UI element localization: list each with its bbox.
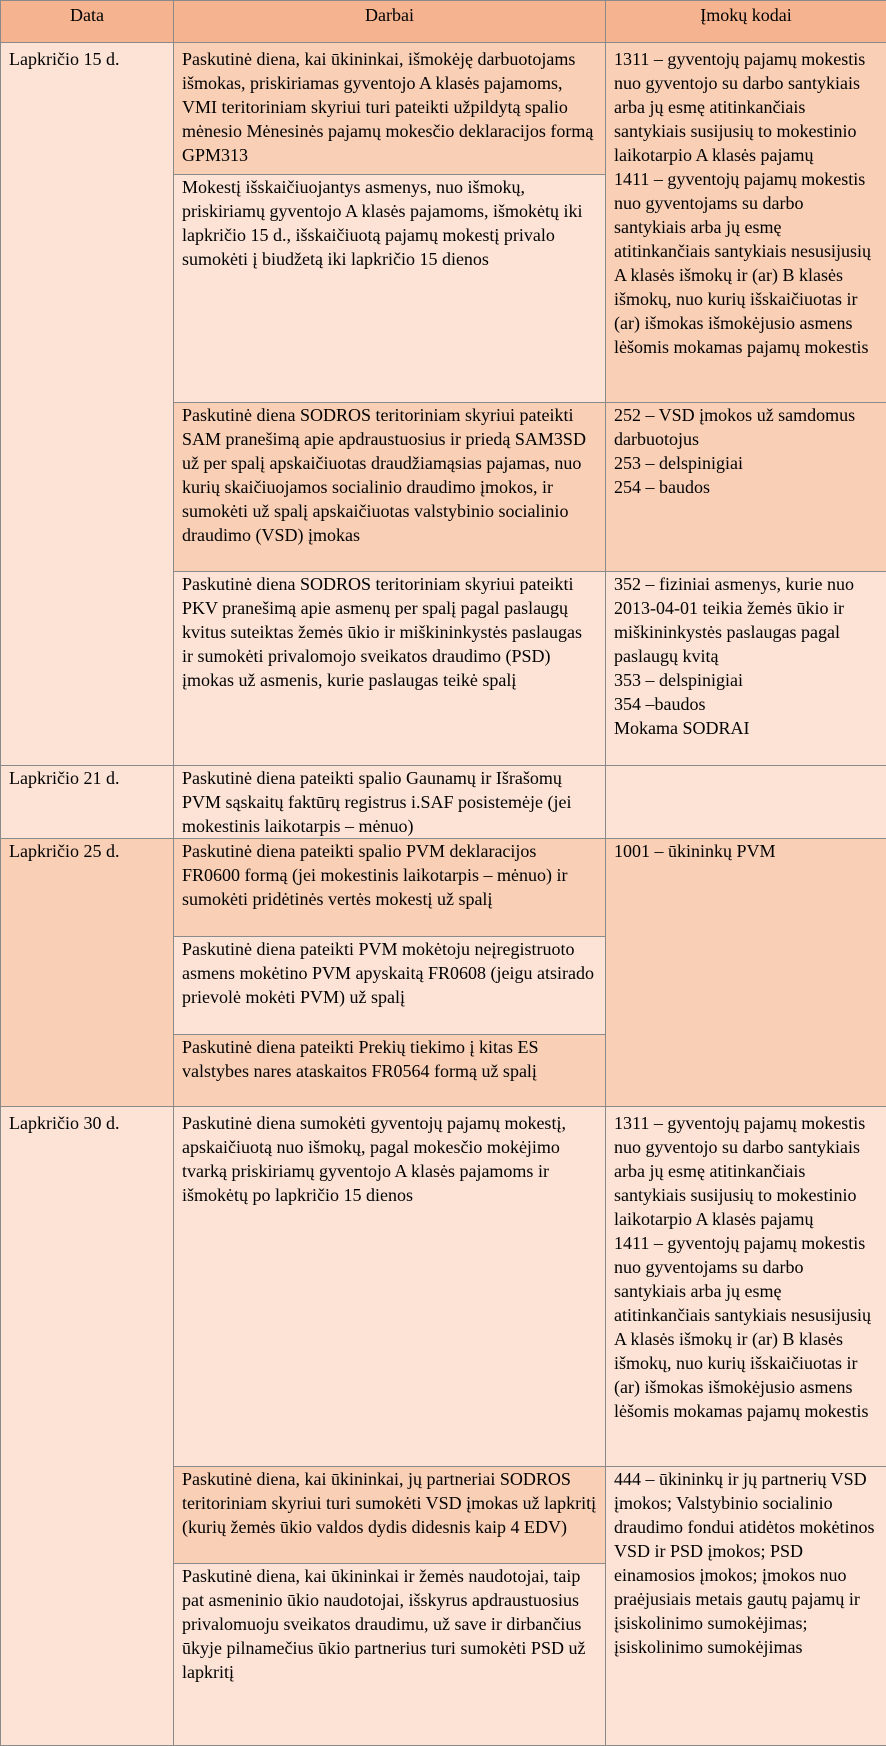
work-cell: Paskutinė diena, kai ūkininkai, jų partneriai SODROS teritoriniam skyriui turi sumokėti VSD įmokas už lapkritį (kurių žemės ūkio valdos dydis didesnis kaip 4 EDV) [174,1467,606,1564]
work-cell: Paskutinė diena sumokėti gyventojų pajamų mokestį, apskaičiuotą nuo išmokų, pagal mokesčio mokėjimo tvarką priskiriamų gyventojo A klasės pajamoms ir išmokėtų po lapkričio 15 dienos [174,1107,606,1467]
header-codes: Įmokų kodai [606,1,886,43]
work-cell: Mokestį išskaičiuojantys asmenys, nuo išmokų, priskiriamų gyventojo A klasės pajamoms, išmokėtų iki lapkričio 15 d., išskaičiuotą pajamų mokestį privalo sumokėti į biudžetą iki lapkričio 15 dienos [174,175,606,403]
header-date: Data [1,1,174,43]
codes-cell: 252 – VSD įmokos už samdomus darbuotojus 253 – delspinigiai 254 – baudos [606,403,886,572]
date-cell: Lapkričio 15 d. [1,43,174,766]
work-cell: Paskutinė diena SODROS teritoriniam skyriui pateikti SAM pranešimą apie apdraustuosius ir priedą SAM3SD už per spalį apskaičiuotas draudžiamąsias pajamas, nuo kurių skaičiuojamos socialinio draudimo įmokos, ir sumokėti už spalį apskaičiuotas valstybinio socialinio draudimo (VSD) įmokas [174,403,606,572]
date-cell: Lapkričio 21 d. [1,766,174,839]
codes-cell: 1001 – ūkininkų PVM [606,839,886,1107]
work-cell: Paskutinė diena pateikti PVM mokėtoju neįregistruoto asmens mokėtino PVM apyskaitą FR0608 (jeigu atsirado prievolė mokėti PVM) už spalį [174,937,606,1035]
codes-cell: 1311 – gyventojų pajamų mokestis nuo gyventojo su darbo santykiais arba jų esmę atitinkančiais santykiais susijusių to mokestinio laikotarpio A klasės pajamų 1411 – gyventojų pajamų mokestis nuo gyventojams su darbo santykiais arba jų esmę atitinkančiais santykiais nesusijusių A klasės išmokų ir (ar) B klasės išmokų, nuo kurių išskaičiuotas ir (ar) išmokas išmokėjusio asmens lėšomis mokamas pajamų mokestis [606,1107,886,1467]
table-row [1,839,886,937]
work-cell: Paskutinė diena, kai ūkininkai, išmokėję darbuotojams išmokas, priskiriamas gyventojo A klasės pajamoms, VMI teritoriniam skyriui turi pateikti užpildytą spalio mėnesio Mėnesinės pajamų mokesčio deklaracijos formą GPM313 [174,43,606,175]
table-row [1,43,886,175]
date-cell: Lapkričio 30 d. [1,1107,174,1746]
codes-cell [606,766,886,839]
table-row [1,1107,886,1467]
work-cell: Paskutinė diena SODROS teritoriniam skyriui pateikti PKV pranešimą apie asmenų per spalį pagal paslaugų kvitus suteiktas žemės ūkio ir miškininkystės paslaugas ir sumokėti privalomojo sveikatos draudimo (PSD) įmokas už asmenis, kurie paslaugas teikė spalį [174,572,606,766]
work-cell: Paskutinė diena pateikti spalio Gaunamų ir Išrašomų PVM sąskaitų faktūrų registrus i.SAF posistemėje (jei mokestinis laikotarpis – mėnuo) [174,766,606,839]
codes-cell: 352 – fiziniai asmenys, kurie nuo 2013-04-01 teikia žemės ūkio ir miškininkystės paslaugas pagal paslaugų kvitą 353 – delspinigiai 354 –baudos Mokama SODRAI [606,572,886,766]
table-header-row [1,1,886,43]
table-row [1,766,886,839]
work-cell: Paskutinė diena pateikti spalio PVM deklaracijos FR0600 formą (jei mokestinis laikotarpis – mėnuo) ir sumokėti pridėtinės vertės mokestį už spalį [174,839,606,937]
work-cell: Paskutinė diena pateikti Prekių tiekimo į kitas ES valstybes nares ataskaitos FR0564 formą už spalį [174,1035,606,1107]
work-cell: Paskutinė diena, kai ūkininkai ir žemės naudotojai, taip pat asmeninio ūkio naudotojai, išskyrus apdraustuosius privalomuoju sveikatos draudimu, už save ir dirbančius ūkyje pilnamečius ūkio partnerius turi sumokėti PSD už lapkritį [174,1564,606,1746]
date-cell: Lapkričio 25 d. [1,839,174,1107]
codes-cell: 444 – ūkininkų ir jų partnerių VSD įmokos; Valstybinio socialinio draudimo fondui atidėtos mokėtinos VSD ir PSD įmokos; PSD einamosios įmokos; įmokos nuo praėjusiais metais gautų pajamų ir įsiskolinimo sumokėjimas; įsiskolinimo sumokėjimas [606,1467,886,1746]
header-work: Darbai [174,1,606,43]
codes-cell: 1311 – gyventojų pajamų mokestis nuo gyventojo su darbo santykiais arba jų esmę atitinkančiais santykiais susijusių to mokestinio laikotarpio A klasės pajamų 1411 – gyventojų pajamų mokestis nuo gyventojams su darbo santykiais arba jų esmę atitinkančiais santykiais nesusijusių A klasės išmokų ir (ar) B klasės išmokų, nuo kurių išskaičiuotas ir (ar) išmokas išmokėjusio asmens lėšomis mokamas pajamų mokestis [606,43,886,403]
